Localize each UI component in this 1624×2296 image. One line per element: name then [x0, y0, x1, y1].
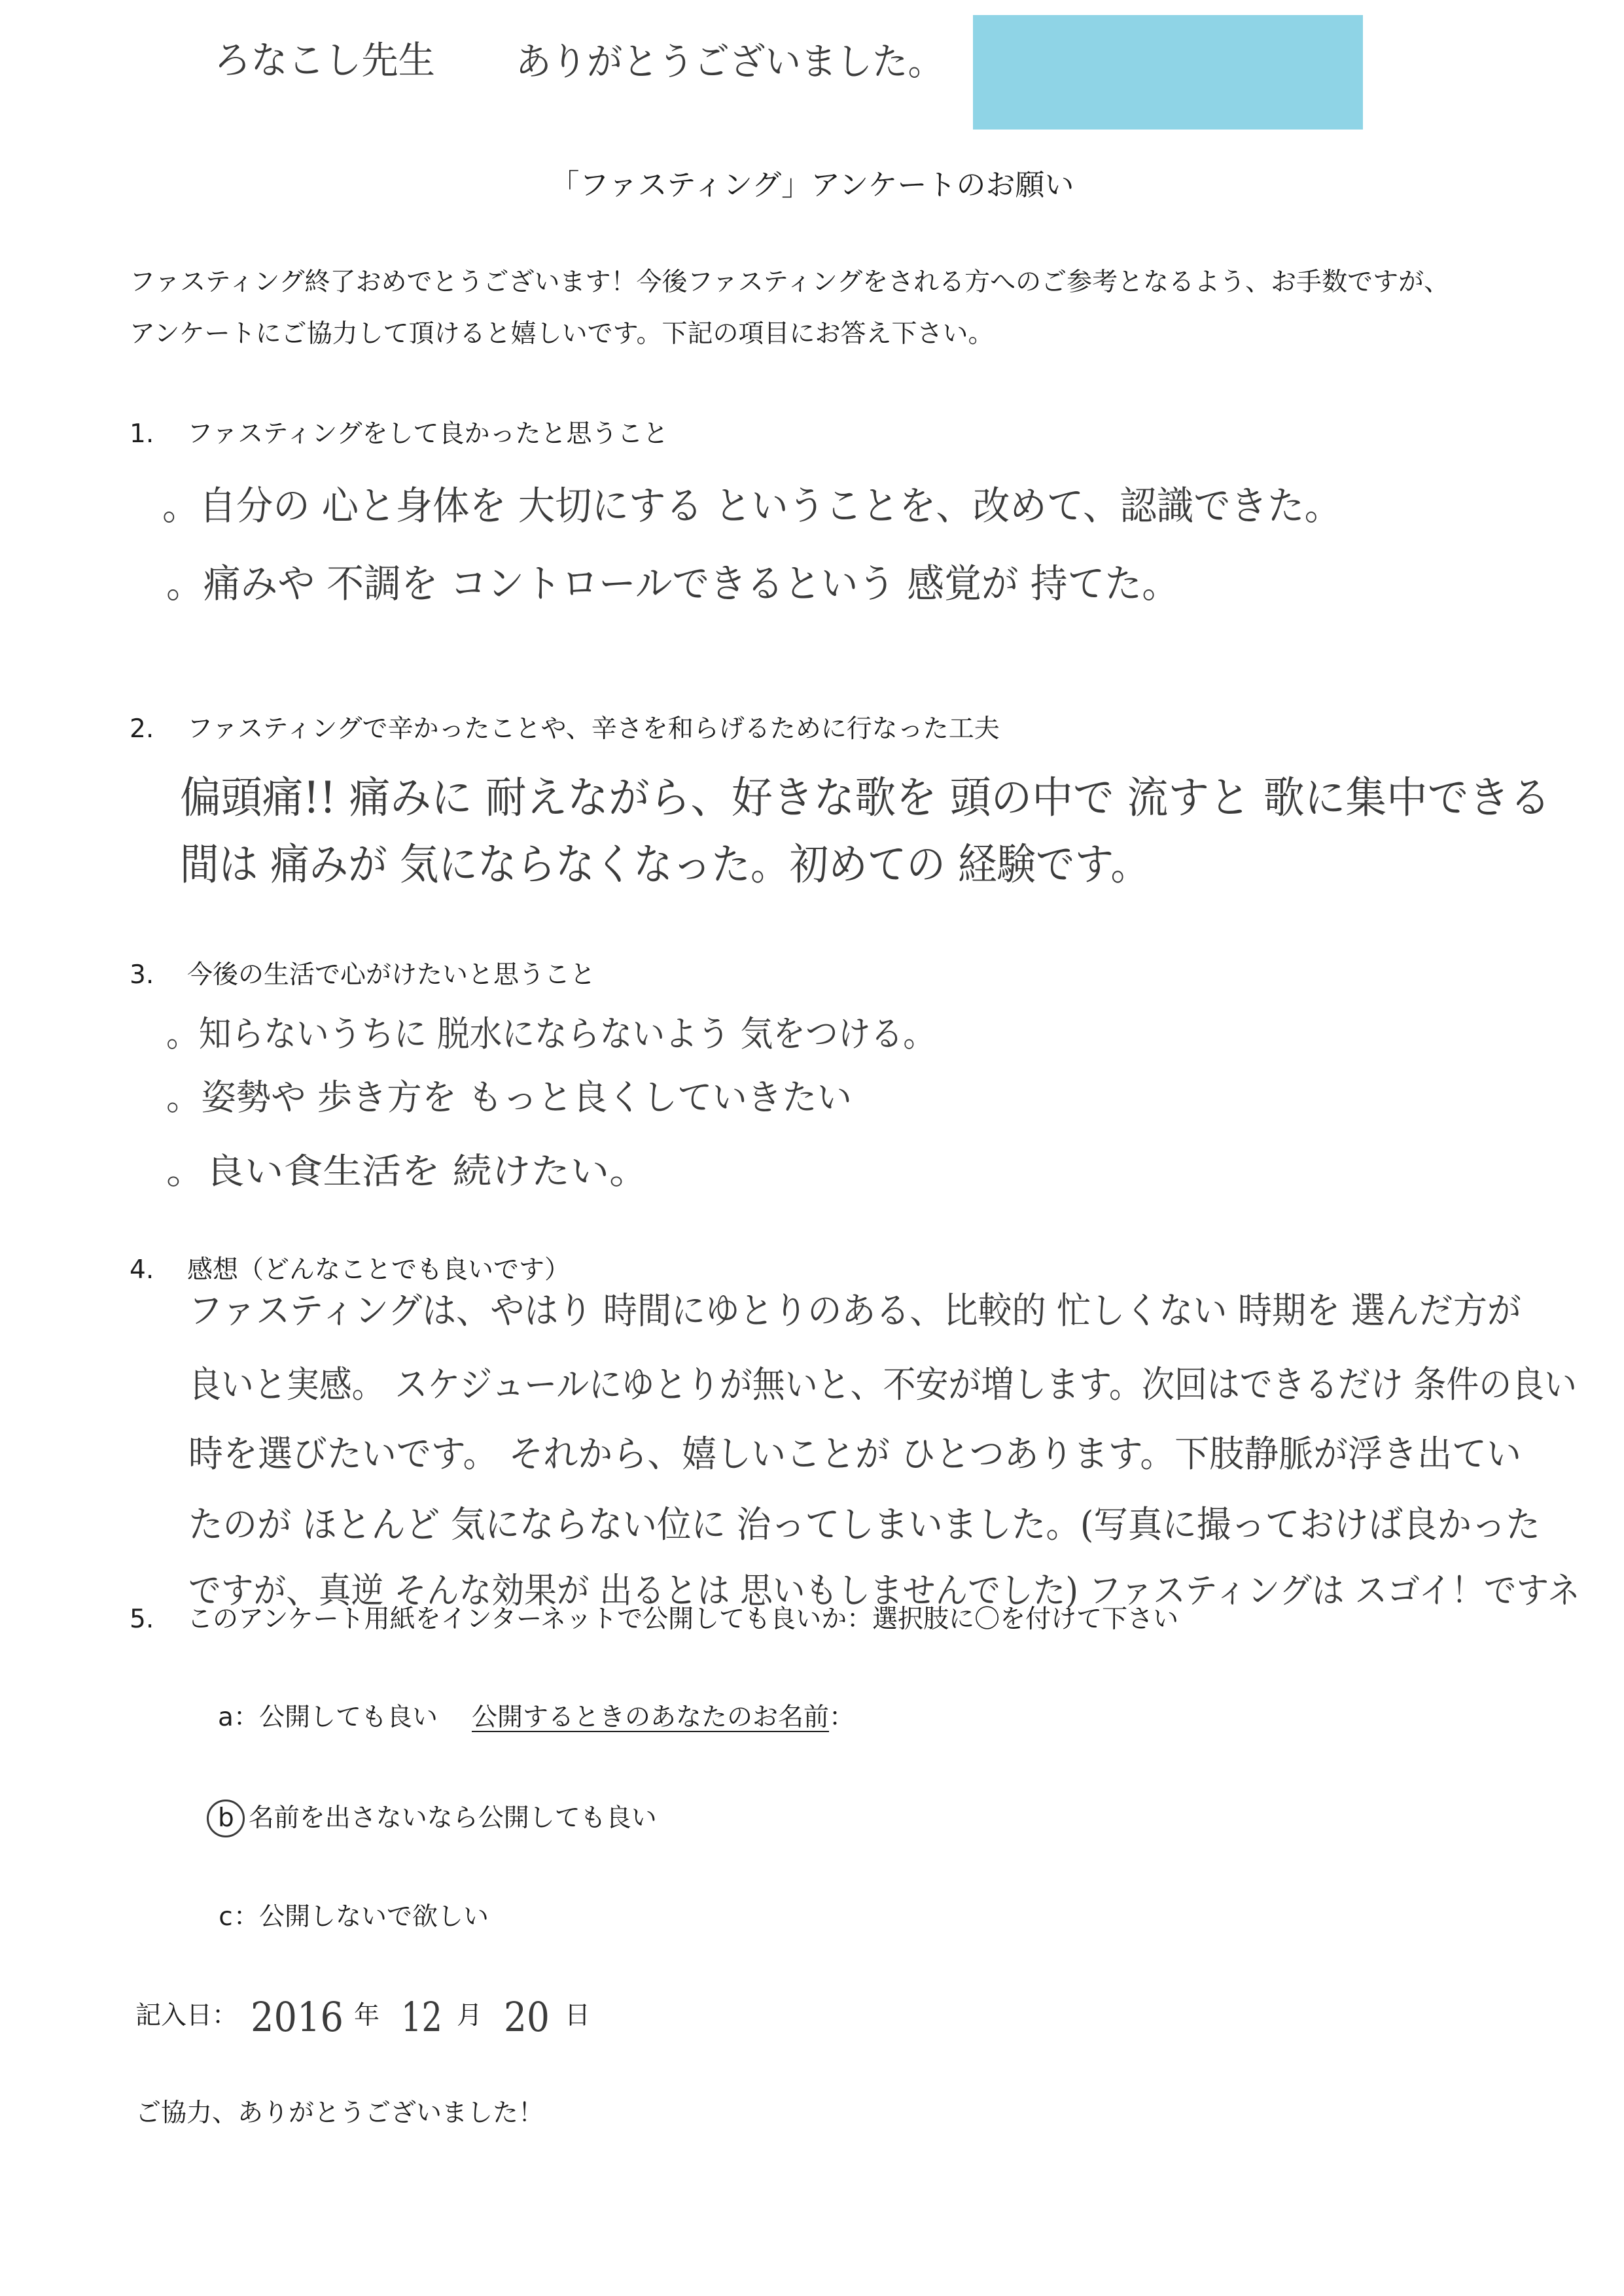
handwritten-recipient: ろなこし先生	[214, 38, 435, 82]
public-name-separator: ：	[829, 1703, 855, 1732]
public-name-label: 公開するときのあなたのお名前	[472, 1703, 830, 1732]
handwritten-thanks: ありがとうございました。	[516, 39, 944, 84]
answer-2-line-1: 偏頭痛!! 痛みに 耐えながら、好きな歌を 頭の中で 流すと 歌に集中できる	[180, 773, 1551, 823]
option-b-text: 名前を出さないなら公開しても良い	[248, 1803, 657, 1833]
answer-4-line-3: 時を選びたいです。 それから、嬉しいことが ひとつあります。下肢静脈が浮き出てい	[188, 1433, 1521, 1476]
answer-3-line-3: 。良い食生活を 続けたい。	[166, 1151, 648, 1192]
option-a-separator: ：	[234, 1703, 260, 1732]
question-4-label: 感想（どんなことでも良いです）	[187, 1255, 571, 1285]
answer-4-line-4: たのが ほとんど 気にならない位に 治ってしまいました。(写真に撮っておけば良かった	[188, 1504, 1540, 1546]
entry-date-year-unit: 年	[354, 2001, 380, 2030]
entry-date-day: 20	[504, 1993, 550, 2041]
question-2-number: 2.	[130, 714, 154, 744]
entry-date-month-unit: 月	[457, 2001, 483, 2030]
option-b-letter: b	[218, 1803, 234, 1833]
entry-date-day-unit: 日	[565, 2001, 591, 2030]
question-5-number: 5.	[130, 1605, 154, 1634]
question-4-number: 4.	[130, 1255, 154, 1285]
question-3-number: 3.	[130, 960, 154, 990]
answer-4-line-1: ファスティングは、やはり 時間にゆとりのある、比較的 忙しくない 時期を 選んだ方が	[188, 1290, 1521, 1332]
question-1-label: ファスティングをして良かったと思うこと	[187, 419, 669, 449]
entry-date-year: 2016	[251, 1993, 344, 2041]
question-3-label: 今後の生活で心がけたいと思うこと	[187, 960, 596, 990]
entry-date-month: 12	[401, 1993, 442, 2041]
option-c-separator: ：	[234, 1902, 260, 1932]
question-5-label: このアンケート用紙をインターネットで公開しても良いか：選択肢に〇を付けて下さい	[187, 1605, 1179, 1634]
answer-2-line-2: 間は 痛みが 気にならなくなった。初めての 経験です。	[180, 839, 1150, 890]
answer-4-line-2: 良いと実感。 スケジュールにゆとりが無いと、不安が増します。次回はできるだけ 条件の良い	[188, 1364, 1577, 1406]
option-c-letter: c	[219, 1902, 233, 1932]
answer-1-line-2: 。痛みや 不調を コントロールできるという 感覚が 持てた。	[166, 561, 1179, 607]
question-2-label: ファスティングで辛かったことや、辛さを和らげるために行なった工夫	[187, 714, 1000, 744]
closing-message: ご協力、ありがとうございました！	[135, 2098, 544, 2128]
intro-line-1: ファスティング終了おめでとうございます！今後ファスティングをされる方へのご参考となるよう、お手数ですが、	[130, 268, 1450, 297]
intro-line-2: アンケートにご協力して頂けると嬉しいです。下記の項目にお答え下さい。	[130, 319, 994, 349]
redaction-box	[973, 15, 1363, 130]
answer-3-line-1: 。知らないうちに 脱水にならないよう 気をつける。	[166, 1013, 936, 1054]
option-a-letter: a	[218, 1703, 234, 1732]
answer-1-line-1: 。自分の 心と身体を 大切にする ということを、改めて、認識できた。	[162, 483, 1341, 529]
document-title: 「ファスティング」アンケートのお願い	[550, 167, 1074, 202]
question-1-number: 1.	[130, 419, 154, 449]
entry-date-label: 記入日：	[135, 2001, 238, 2030]
option-a-text: 公開しても良い	[259, 1703, 438, 1732]
answer-3-line-2: 。姿勢や 歩き方を もっと良くしていきたい	[166, 1077, 852, 1118]
option-c-text: 公開しないで欲しい	[259, 1902, 489, 1932]
answer-4-line-5: ですが、真逆 そんな効果が 出るとは 思いもしませんでした) ファスティングは スゴイ！ですネ	[188, 1570, 1580, 1611]
